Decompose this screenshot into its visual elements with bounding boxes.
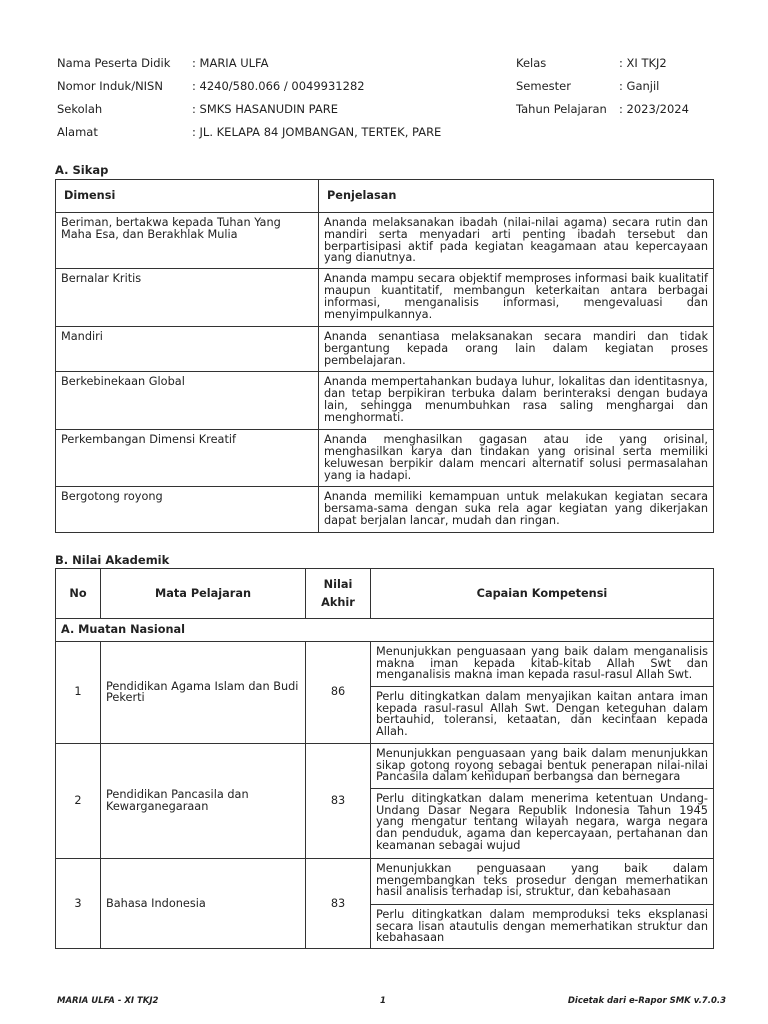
info-label: Kelas	[516, 56, 547, 70]
subject-score: 83	[306, 858, 371, 948]
table-row	[56, 641, 714, 686]
capaian-cell: Perlu ditingkatkan dalam memproduksi teks eksplanasi secara lisan atautulis dengan memerhatikan struktur dan kebahasaan	[371, 904, 714, 948]
group-row	[56, 619, 714, 642]
penjelasan-cell: Ananda mempertahankan budaya luhur, lokalitas dan identitasnya, dan tetap berpikiran terbuka dalam berinteraksi dengan budaya lain, sehingga menumbuhkan rasa saling menghargai dan menghormati.	[319, 372, 714, 430]
info-label: Sekolah	[57, 102, 103, 116]
capaian-cell: Menunjukkan penguasaan yang baik dalam mengembangkan teks prosedur dengan memerhatikan hasil analisis terhadap isi, struktur, dan kebahasaan	[371, 858, 714, 904]
subject-name: Pendidikan Agama Islam dan Budi Pekerti	[101, 641, 306, 743]
column-header-penjelasan: Penjelasan	[319, 180, 714, 213]
table-row	[56, 743, 714, 788]
table-row	[56, 269, 714, 327]
footer-student: MARIA ULFA - XI TKJ2	[57, 996, 159, 1006]
info-value: : 2023/2024	[619, 102, 689, 116]
dimensi-cell: Berkebinekaan Global	[56, 372, 319, 430]
table-row	[56, 213, 714, 269]
dimensi-cell: Mandiri	[56, 327, 319, 372]
subject-no: 3	[56, 858, 101, 948]
column-header-mapel: Mata Pelajaran	[101, 569, 306, 619]
info-row-name	[57, 56, 717, 72]
capaian-cell: Perlu ditingkatkan dalam menerima ketentuan Undang-Undang Dasar Negara Republik Indonesia Tahun 1945 yang mengatur tentang wilayah negara, warga negara dan penduduk, agama dan kepercayaan, pertahanan dan keamanan sebagai wujud	[371, 788, 714, 858]
column-header-capaian: Capaian Kompetensi	[371, 569, 714, 619]
capaian-cell: Perlu ditingkatkan dalam menyajikan kaitan antara iman kepada rasul-rasul Allah Swt. Dengan keteguhan dalam bertauhid, toleransi, ketaatan, dan kecintaan kepada Allah.	[371, 686, 714, 743]
capaian-cell: Menunjukkan penguasaan yang baik dalam menganalisis makna iman kepada kitab-kitab Allah Swt dan menganalisis makna iman kepada rasul-rasul Allah Swt.	[371, 641, 714, 686]
table-row	[56, 372, 714, 430]
column-header-no: No	[56, 569, 101, 619]
dimensi-cell: Bernalar Kritis	[56, 269, 319, 327]
dimensi-cell: Perkembangan Dimensi Kreatif	[56, 430, 319, 487]
table-row	[56, 858, 714, 904]
subject-no: 2	[56, 743, 101, 858]
info-row-address	[57, 125, 717, 141]
info-row-school	[57, 102, 717, 118]
info-row-nisn	[57, 79, 717, 95]
penjelasan-cell: Ananda mampu secara objektif memproses informasi baik kualitatif maupun kuantitatif, membangun keterkaitan antara berbagai informasi, menganalisis informasi, mengevaluasi dan menyimpulkannya.	[319, 269, 714, 327]
subject-score: 83	[306, 743, 371, 858]
footer-printed-by: Dicetak dari e-Rapor SMK v.7.0.3	[567, 996, 726, 1006]
info-value: : JL. KELAPA 84 JOMBANGAN, TERTEK, PARE	[192, 125, 442, 139]
table-row	[56, 487, 714, 533]
info-value: : 4240/580.066 / 0049931282	[192, 79, 365, 93]
capaian-cell: Menunjukkan penguasaan yang baik dalam menunjukkan sikap gotong royong sebagai bentuk penerapan nilai-nilai Pancasila dalam kehidupan berbangsa dan bernegara	[371, 743, 714, 788]
section-title-sikap: A. Sikap	[55, 163, 109, 177]
subject-name: Pendidikan Pancasila dan Kewarganegaraan	[101, 743, 306, 858]
info-label: Tahun Pelajaran	[516, 102, 607, 116]
info-label: Alamat	[57, 125, 98, 139]
penjelasan-cell: Ananda memiliki kemampuan untuk melakukan kegiatan secara bersama-sama dengan suka rela agar kegiatan yang dikerjakan dapat berjalan lancar, mudah dan ringan.	[319, 487, 714, 533]
column-header-dimensi: Dimensi	[56, 180, 319, 213]
footer-page-number: 1	[380, 996, 386, 1006]
table-row	[56, 430, 714, 487]
penjelasan-cell: Ananda menghasilkan gagasan atau ide yang orisinal, menghasilkan karya dan tindakan yang orisinal serta memiliki keluwesan berpikir dalam mencari alternatif solusi permasalahan yang ia hadapi.	[319, 430, 714, 487]
info-value: : SMKS HASANUDIN PARE	[192, 102, 338, 116]
sikap-table	[55, 179, 714, 533]
info-label: Nama Peserta Didik	[57, 56, 171, 70]
penjelasan-cell: Ananda senantiasa melaksanakan secara mandiri dan tidak bergantung kepada orang lain dalam kegiatan proses pembelajaran.	[319, 327, 714, 372]
info-label: Nomor Induk/NISN	[57, 79, 163, 93]
subject-no: 1	[56, 641, 101, 743]
table-row	[56, 327, 714, 372]
column-header-nilai: Nilai Akhir	[306, 569, 371, 619]
table-header-row	[56, 569, 714, 619]
subject-name: Bahasa Indonesia	[101, 858, 306, 948]
section-title-nilai: B. Nilai Akademik	[55, 553, 170, 567]
dimensi-cell: Beriman, bertakwa kepada Tuhan Yang Maha Esa, dan Berakhlak Mulia	[56, 213, 319, 269]
info-label: Semester	[516, 79, 571, 93]
dimensi-cell: Bergotong royong	[56, 487, 319, 533]
penjelasan-cell: Ananda melaksanakan ibadah (nilai-nilai agama) secara rutin dan mandiri serta menyadari arti penting ibadah tersebut dan berpartisipasi aktif pada kegiatan keagamaan atau kepercayaan yang dianutnya.	[319, 213, 714, 269]
nilai-akademik-table	[55, 568, 714, 949]
info-value: : XI TKJ2	[619, 56, 667, 70]
info-value: : Ganjil	[619, 79, 660, 93]
subject-score: 86	[306, 641, 371, 743]
info-value: : MARIA ULFA	[192, 56, 269, 70]
group-label: A. Muatan Nasional	[56, 619, 714, 642]
table-header-row	[56, 180, 714, 213]
